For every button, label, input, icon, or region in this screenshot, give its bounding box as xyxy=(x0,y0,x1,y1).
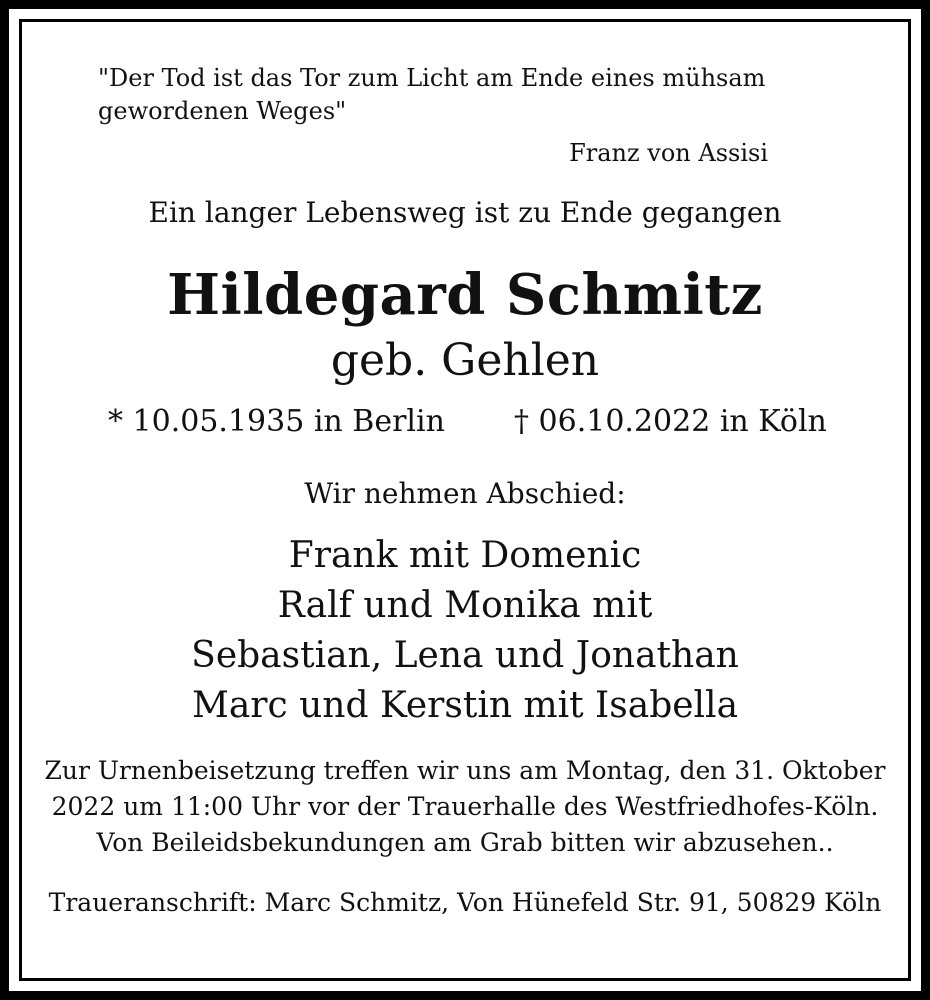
burial-line: Zur Urnenbeisetzung treffen wir uns am Montag, den 31. Oktober xyxy=(44,756,886,785)
mourner-line: Frank mit Domenic xyxy=(288,535,642,576)
birth-date: * 10.05.1935 in Berlin xyxy=(108,404,445,439)
mourner-line: Marc und Kerstin mit Isabella xyxy=(191,685,739,726)
burial-line: 2022 um 11:00 Uhr vor der Trauerhalle des Westfriedhofes-Köln. xyxy=(51,792,879,821)
death-date: † 06.10.2022 in Köln xyxy=(514,404,827,439)
farewell-heading: Wir nehmen Abschied: xyxy=(304,477,626,510)
burial-notice xyxy=(0,753,930,861)
deceased-name: Hildegard Schmitz xyxy=(167,262,763,328)
burial-line: Von Beileidsbekundungen am Grab bitten wir abzusehen.. xyxy=(96,828,834,857)
intro-line: Ein langer Lebensweg ist zu Ende gegangen xyxy=(148,196,782,229)
mourner-line: Ralf und Monika mit xyxy=(277,585,653,626)
maiden-name: geb. Gehlen xyxy=(330,335,600,386)
mourning-address: Traueranschrift: Marc Schmitz, Von Hünefeld Str. 91, 50829 Köln xyxy=(48,888,882,917)
mourners-list xyxy=(0,531,930,731)
quote-text: "Der Tod ist das Tor zum Licht am Ende eines mühsam gewordenen Weges" xyxy=(98,64,766,125)
quote-author: Franz von Assisi xyxy=(569,139,768,167)
mourner-line: Sebastian, Lena und Jonathan xyxy=(191,635,739,676)
